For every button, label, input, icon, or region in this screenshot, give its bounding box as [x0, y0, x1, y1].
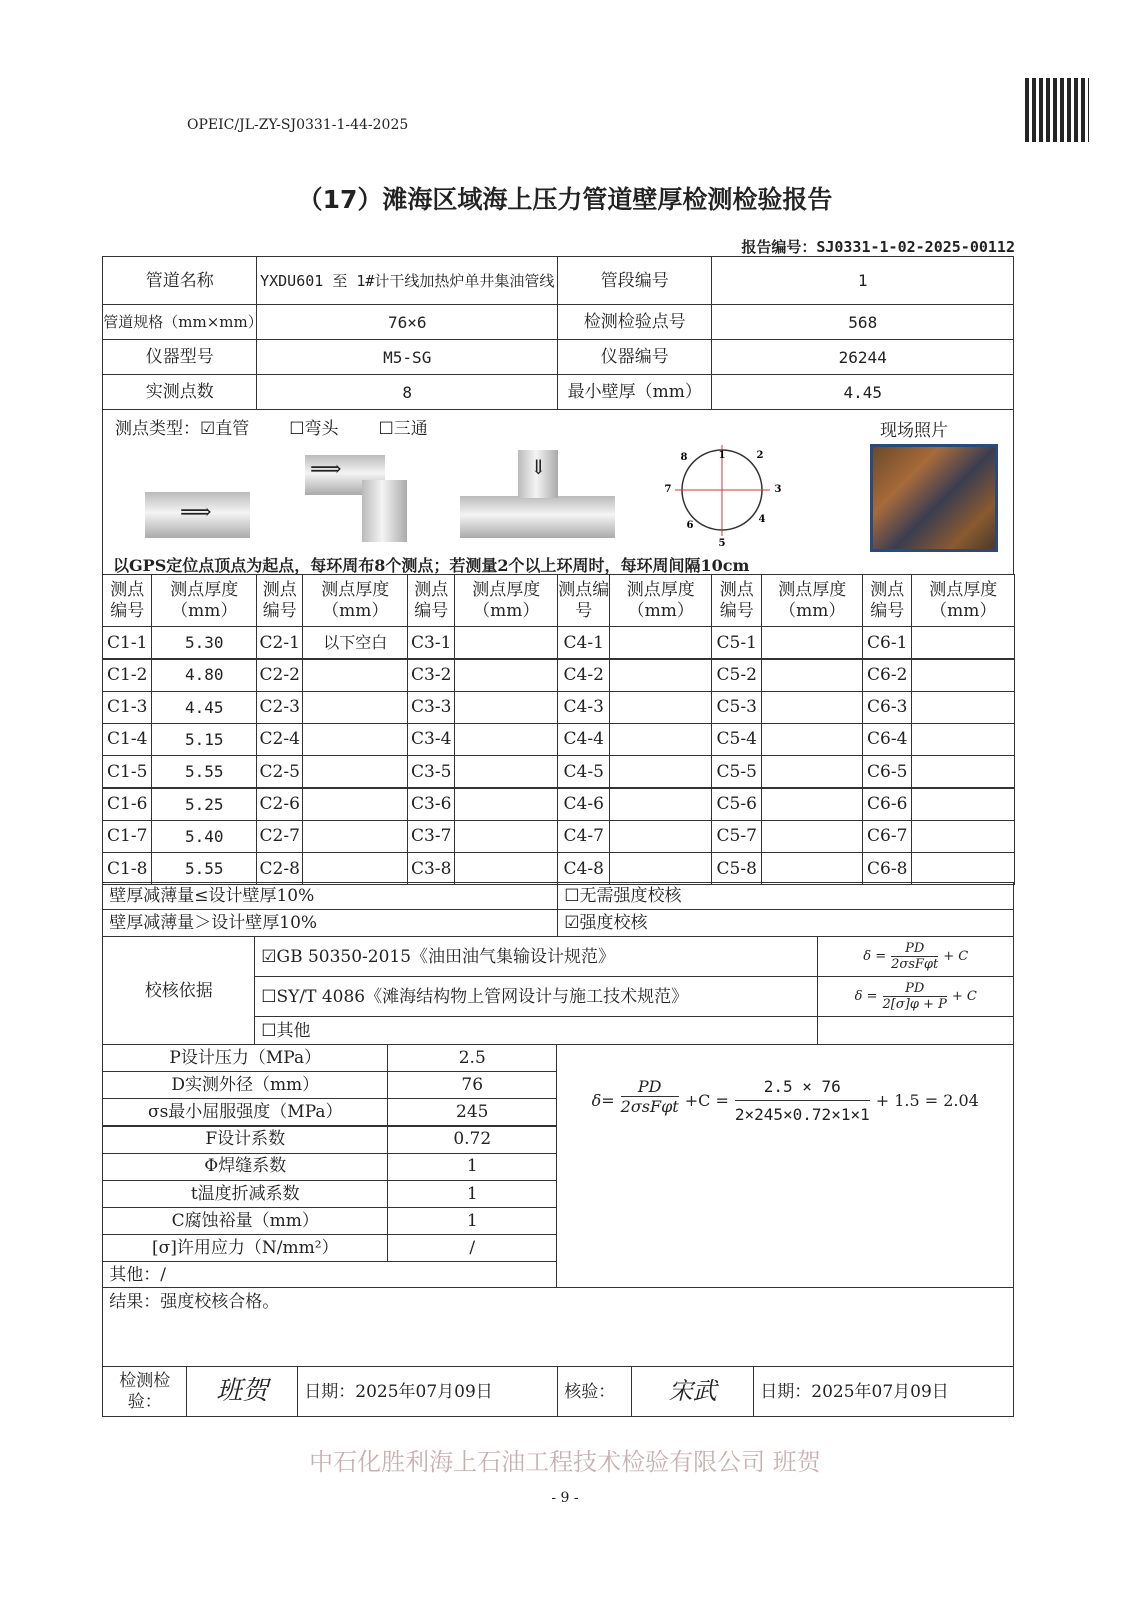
straight-pipe-image	[145, 492, 250, 538]
param-value: 2.5	[387, 1044, 557, 1072]
point-code: C1-4	[102, 723, 152, 756]
inspector-signature	[186, 1366, 298, 1417]
tee-branch	[518, 450, 558, 498]
point-thickness: 4.45	[151, 691, 257, 724]
calc-denominator: 2×245×0.72×1×1	[734, 1105, 870, 1125]
min-thickness-label: 最小壁厚（mm）	[557, 374, 712, 410]
point-thickness	[609, 788, 712, 821]
segment-label: 管段编号	[557, 256, 712, 305]
f2-den: 2[σ]φ + P	[882, 997, 947, 1013]
param-label: C腐蚀裕量（mm）	[102, 1207, 388, 1235]
thinning-gt: 壁厚减薄量＞设计壁厚10%	[102, 909, 558, 937]
point-thickness	[609, 659, 712, 692]
model-label: 仪器型号	[102, 339, 257, 375]
param-value: 245	[387, 1098, 557, 1126]
point-code: C1-5	[102, 755, 152, 788]
point-thickness	[454, 755, 558, 788]
point-code: C5-1	[711, 626, 762, 659]
straight-checkbox[interactable]: ☑直管	[200, 419, 250, 439]
pipe-name: YXDU601 至 1#计干线加热炉单井集油管线	[256, 256, 558, 305]
point-code: C3-7	[407, 820, 455, 853]
point-thickness	[302, 755, 408, 788]
site-photo	[870, 444, 998, 552]
point-code: C2-3	[256, 691, 303, 724]
min-thickness: 4.45	[711, 374, 1014, 410]
point-code: C2-5	[256, 755, 303, 788]
circle-point-label: 7	[664, 484, 672, 495]
basis-label: 校核依据	[102, 936, 255, 1045]
point-code: C4-8	[557, 852, 610, 885]
point-thickness	[302, 723, 408, 756]
thickness-header: 测点厚度（mm）	[609, 574, 712, 627]
calc-numerator: 2.5 × 76	[735, 1077, 870, 1101]
review-date: 日期：2025年07月09日	[753, 1366, 1014, 1417]
point-code: C2-2	[256, 659, 303, 692]
point-thickness	[761, 659, 863, 692]
point-thickness	[609, 820, 712, 853]
param-label: Φ焊缝系数	[102, 1153, 388, 1181]
point-code: C3-4	[407, 723, 455, 756]
serial-label: 仪器编号	[557, 339, 712, 375]
point-code: C4-6	[557, 788, 610, 821]
point-code: C5-7	[711, 820, 762, 853]
point-code: C5-2	[711, 659, 762, 692]
calc-den: 2σsFφt	[620, 1097, 679, 1117]
point-thickness	[911, 659, 1015, 692]
param-value: 1	[387, 1207, 557, 1235]
measurement-note: 以GPS定位点顶点为起点，每环周布8个测点；若测量2个以上环周时，每环周间隔10cm	[113, 556, 750, 575]
point-label: 检测检验点号	[557, 304, 712, 340]
point-thickness	[761, 820, 863, 853]
calc-lhs: δ=	[591, 1091, 615, 1111]
param-value: 76	[387, 1071, 557, 1099]
point-code: C1-2	[102, 659, 152, 692]
result: 结果：强度校核合格。	[102, 1287, 1014, 1367]
point-code: C3-3	[407, 691, 455, 724]
point-thickness	[609, 852, 712, 885]
point-thickness: 5.15	[151, 723, 257, 756]
circle-point-label: 2	[756, 450, 764, 461]
point-thickness	[302, 852, 408, 885]
point-thickness	[911, 755, 1015, 788]
point-code: C1-8	[102, 852, 152, 885]
point-code: C6-5	[862, 755, 912, 788]
inspector-signature-text: 班贺	[216, 1376, 269, 1407]
point-thickness	[302, 691, 408, 724]
point-code: C2-1	[256, 626, 303, 659]
point-thickness: 5.40	[151, 820, 257, 853]
serial: 26244	[711, 339, 1014, 375]
point-code: C5-4	[711, 723, 762, 756]
point-thickness	[302, 659, 408, 692]
count-label: 实测点数	[102, 374, 257, 410]
point-thickness	[761, 691, 863, 724]
thickness-header: 测点厚度（mm）	[454, 574, 558, 627]
report-number: 报告编号：SJ0331-1-02-2025-00112	[741, 238, 1015, 256]
circle-point-label: 3	[774, 484, 782, 495]
gb-checkbox[interactable]: ☑GB 50350-2015《油田油气集输设计规范》	[254, 936, 818, 977]
point-thickness	[761, 852, 863, 885]
calc-num: PD	[621, 1077, 679, 1097]
point-thickness	[454, 820, 558, 853]
thickness-header: 测点厚度（mm）	[302, 574, 408, 627]
arrow-down-icon: ⇓	[530, 455, 547, 479]
param-label: t温度折减系数	[102, 1180, 388, 1208]
inspection-date: 日期：2025年07月09日	[297, 1366, 558, 1417]
point-code: C4-7	[557, 820, 610, 853]
point-thickness	[609, 723, 712, 756]
point-code: C5-8	[711, 852, 762, 885]
thickness-header: 测点厚度（mm）	[151, 574, 257, 627]
point-thickness	[609, 755, 712, 788]
no-check-checkbox[interactable]: ☐无需强度校核	[557, 882, 1014, 910]
strength-check-checkbox[interactable]: ☑强度校核	[557, 909, 1014, 937]
param-value: 0.72	[387, 1126, 557, 1154]
inspector-label: 检测检验：	[102, 1366, 187, 1417]
point-code: C6-7	[862, 820, 912, 853]
circle-point-label: 4	[758, 514, 766, 525]
param-value: /	[387, 1234, 557, 1262]
point-code: C6-1	[862, 626, 912, 659]
calc-result: + 1.5 = 2.04	[875, 1091, 979, 1111]
arrow-right-icon: ⟹	[310, 457, 342, 482]
page-number: - 9 -	[551, 1490, 579, 1506]
point-thickness	[302, 820, 408, 853]
param-value: 1	[387, 1153, 557, 1181]
code-header: 测点编号	[711, 574, 762, 627]
point-thickness	[911, 852, 1015, 885]
point-thickness: 以下空白	[302, 626, 408, 659]
f2-lhs: δ =	[854, 988, 878, 1004]
point-type-row	[115, 414, 428, 439]
point-thickness	[761, 755, 863, 788]
code-header: 测点编号	[102, 574, 152, 627]
point-code: C6-2	[862, 659, 912, 692]
param-label: σs最小屈服强度（MPa）	[102, 1098, 388, 1126]
circle-point-label: 5	[718, 538, 726, 549]
page-title: （17）滩海区域海上压力管道壁厚检测检验报告	[297, 185, 833, 214]
point-code: C2-4	[256, 723, 303, 756]
f1-rhs: + C	[943, 948, 969, 964]
other-basis-checkbox[interactable]: ☐其他	[254, 1016, 818, 1045]
f1-den: 2σsFφt	[891, 957, 939, 973]
point-code: C6-4	[862, 723, 912, 756]
point-code: C5-5	[711, 755, 762, 788]
point-thickness	[454, 788, 558, 821]
tee-pipe-image	[460, 496, 615, 538]
point-thickness: 5.55	[151, 852, 257, 885]
measurement-circle-diagram	[660, 440, 790, 550]
code-header: 测点编号	[407, 574, 455, 627]
elbow-checkbox[interactable]: ☐弯头	[289, 419, 339, 439]
circle-point-label: 8	[680, 452, 688, 463]
pipe-name-label: 管道名称	[102, 256, 257, 305]
f2-rhs: + C	[951, 988, 977, 1004]
calc-plus-c: +C =	[684, 1091, 729, 1111]
f2-num: PD	[883, 981, 947, 998]
point-thickness: 5.55	[151, 755, 257, 788]
point-code: C5-6	[711, 788, 762, 821]
param-label: F设计系数	[102, 1126, 388, 1154]
param-label: [σ]许用应力（N/mm²）	[102, 1234, 388, 1262]
segment: 1	[711, 256, 1014, 305]
point-thickness	[609, 626, 712, 659]
point-code: C2-6	[256, 788, 303, 821]
point-thickness: 5.30	[151, 626, 257, 659]
point-thickness: 4.80	[151, 659, 257, 692]
watermark: 中石化胜利海上石油工程技术检验有限公司 班贺	[309, 1448, 821, 1476]
f1-lhs: δ =	[863, 948, 887, 964]
spec: 76×6	[256, 304, 558, 340]
model: M5-SG	[256, 339, 558, 375]
photo-label: 现场照片	[880, 421, 948, 441]
code-header: 测点编号	[557, 574, 610, 627]
point-thickness	[454, 852, 558, 885]
sy-checkbox[interactable]: ☐SY/T 4086《滩海结构物上管网设计与施工技术规范》	[254, 976, 818, 1017]
point-code: C4-2	[557, 659, 610, 692]
point-thickness	[761, 626, 863, 659]
point-thickness	[454, 691, 558, 724]
point-thickness	[911, 788, 1015, 821]
point: 568	[711, 304, 1014, 340]
point-code: C3-2	[407, 659, 455, 692]
code-header: 测点编号	[862, 574, 912, 627]
param-value: 1	[387, 1180, 557, 1208]
arrow-right-icon: ⟹	[180, 500, 212, 525]
point-thickness	[454, 723, 558, 756]
elbow-pipe-leg	[362, 480, 407, 542]
point-thickness	[761, 788, 863, 821]
tee-checkbox[interactable]: ☐三通	[378, 419, 428, 439]
point-code: C6-8	[862, 852, 912, 885]
point-code: C3-1	[407, 626, 455, 659]
point-type-label: 测点类型：	[115, 419, 200, 439]
calculation	[556, 1044, 1014, 1288]
other-remarks: 其他：/	[102, 1261, 557, 1288]
point-code: C5-3	[711, 691, 762, 724]
point-code: C6-3	[862, 691, 912, 724]
f1-num: PD	[891, 941, 938, 958]
formula-gb	[817, 936, 1014, 977]
thickness-header: 测点厚度（mm）	[911, 574, 1015, 627]
point-thickness	[911, 723, 1015, 756]
point-thickness	[302, 788, 408, 821]
point-code: C4-3	[557, 691, 610, 724]
point-code: C4-5	[557, 755, 610, 788]
formula-empty	[817, 1016, 1014, 1045]
point-thickness	[609, 691, 712, 724]
point-thickness	[911, 691, 1015, 724]
point-code: C1-3	[102, 691, 152, 724]
point-code: C3-6	[407, 788, 455, 821]
point-thickness	[911, 820, 1015, 853]
param-label: P设计压力（MPa）	[102, 1044, 388, 1072]
point-code: C3-8	[407, 852, 455, 885]
param-label: D实测外径（mm）	[102, 1071, 388, 1099]
point-thickness	[911, 626, 1015, 659]
circle-point-label: 1	[718, 450, 726, 461]
spec-label: 管道规格（mm×mm）	[102, 304, 257, 340]
point-code: C2-7	[256, 820, 303, 853]
circle-point-label: 6	[686, 520, 694, 531]
point-thickness	[454, 626, 558, 659]
point-code: C1-7	[102, 820, 152, 853]
point-code: C4-1	[557, 626, 610, 659]
point-code: C6-6	[862, 788, 912, 821]
point-thickness	[761, 723, 863, 756]
point-code: C2-8	[256, 852, 303, 885]
reviewer-label: 核验：	[557, 1366, 632, 1417]
reviewer-signature-text: 宋武	[668, 1377, 717, 1406]
point-thickness: 5.25	[151, 788, 257, 821]
count: 8	[256, 374, 558, 410]
point-code: C4-4	[557, 723, 610, 756]
qr-code	[1025, 78, 1089, 142]
point-code: C3-5	[407, 755, 455, 788]
point-thickness	[454, 659, 558, 692]
thickness-header: 测点厚度（mm）	[761, 574, 863, 627]
code-header: 测点编号	[256, 574, 303, 627]
point-code: C1-6	[102, 788, 152, 821]
point-code: C1-1	[102, 626, 152, 659]
thinning-le: 壁厚减薄量≤设计壁厚10%	[102, 882, 558, 910]
doc-code: OPEIC/JL-ZY-SJ0331-1-44-2025	[187, 117, 409, 133]
formula-sy	[817, 976, 1014, 1017]
reviewer-signature	[631, 1366, 754, 1417]
